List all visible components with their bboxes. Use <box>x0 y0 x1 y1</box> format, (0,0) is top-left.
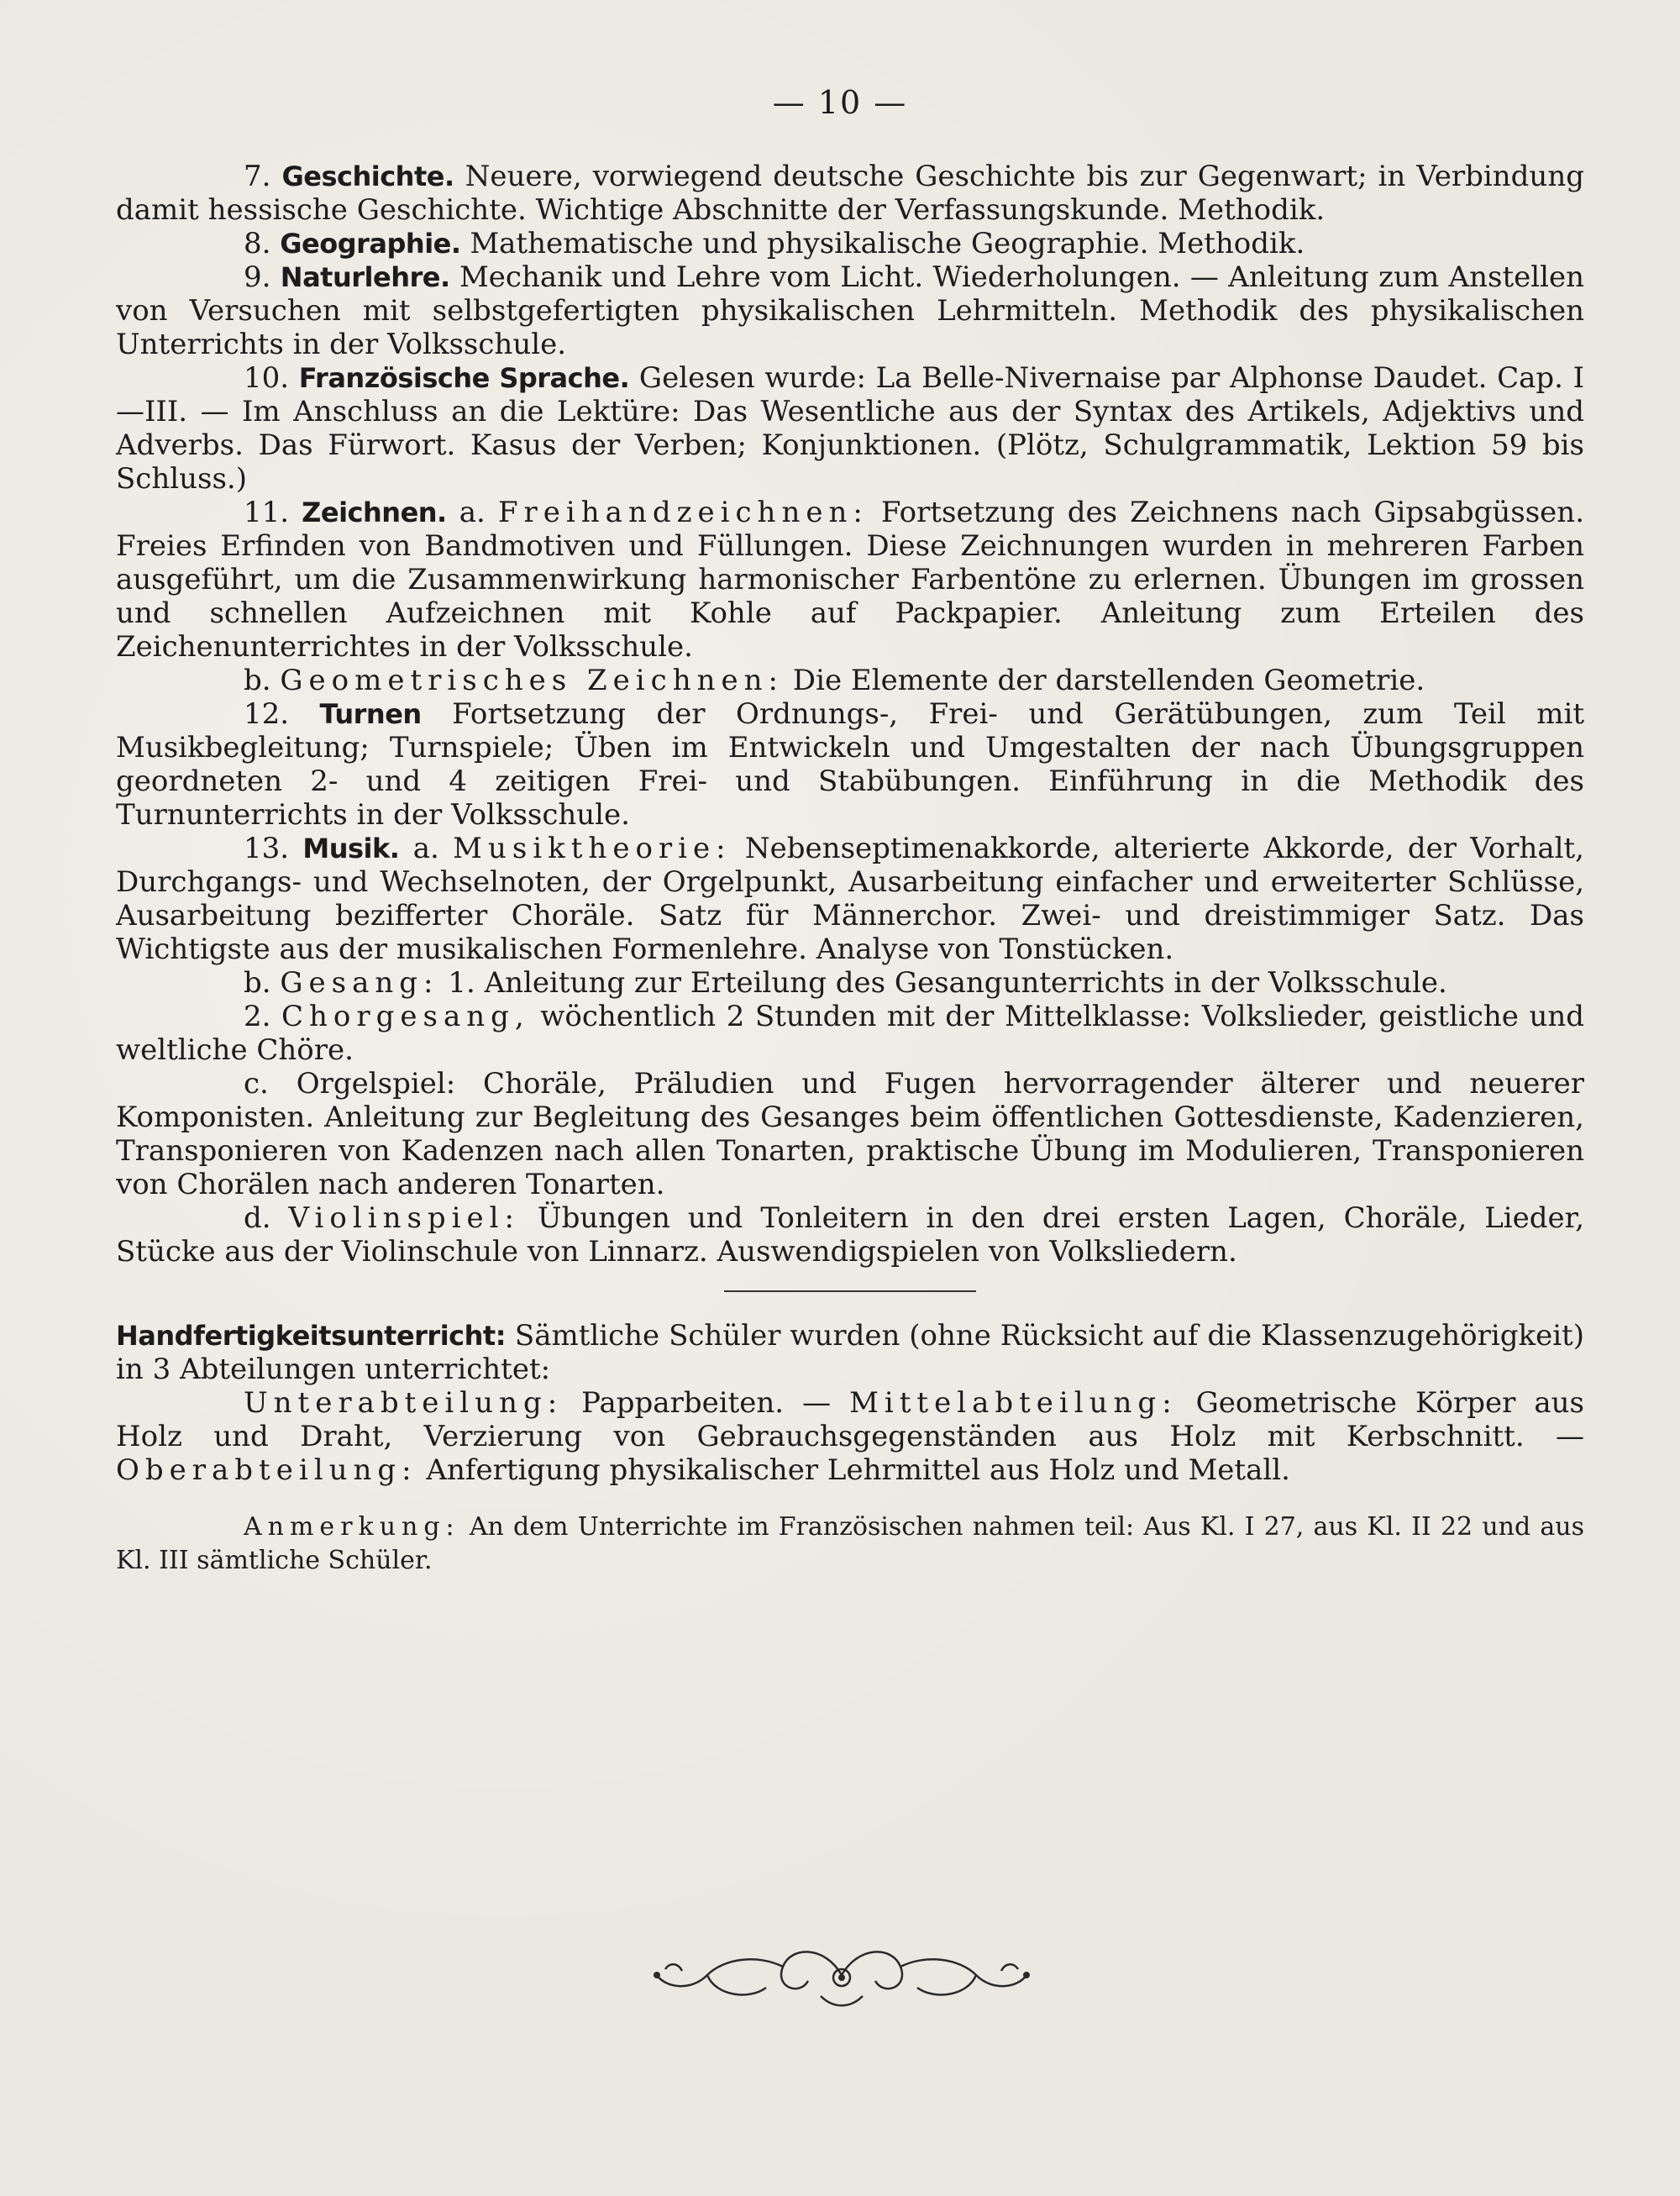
sub-text: Anfertigung physikalischer Lehrmittel aus Holz und Metall. <box>417 1453 1290 1487</box>
section-musik-d <box>116 1201 1584 1269</box>
sub-text: Nebenseptimenakkorde, alterierte Akkorde, der Vorhalt, Durchgangs- und Wechselnoten, der Orgelpunkt, Ausarbeitung einfacher und erweiterter Schlüsse, Ausarbeitung bezifferter Choräle. Satz für Männerchor. Zwei- und dreistimmiger Satz. Das Wichtigste aus der musikalischen Formenlehre. Analyse von Tonstücken. <box>116 832 1584 966</box>
sub-term: Oberabteilung: <box>116 1453 417 1487</box>
section-geschichte <box>116 160 1584 227</box>
section-heading: Musik. <box>302 833 400 864</box>
sub-text: 1. Anleitung zur Erteilung des Gesangunterrichts in der Volksschule. <box>438 966 1447 1000</box>
section-heading: Geschichte. <box>281 160 454 192</box>
section-heading: Zeichnen. <box>302 496 447 528</box>
section-geographie <box>116 227 1584 260</box>
sub-term: Musiktheorie: <box>453 832 732 865</box>
sub-text: Die Elemente der darstellenden Geometrie. <box>784 664 1425 697</box>
section-turnen <box>116 697 1584 832</box>
section-text: Gelesen wurde: La Belle-Nivernaise par Alphonse Daudet. Cap. I—III. — Im Anschluss an die Lektüre: Das Wesentliche aus der Syntax des Artikels, Adjektivs und Adverbs. Das Fürwort. Kasus der Verben; Konjunktionen. (Plötz, Schulgrammatik, Lektion 59 bis Schluss.) <box>116 361 1585 496</box>
section-number: 13. <box>244 832 290 865</box>
section-zeichnen-b <box>116 664 1584 697</box>
section-number: 7. <box>244 160 271 193</box>
sub-term: Violinspiel: <box>288 1201 520 1235</box>
sub-term: Chorgesang, <box>281 1000 530 1033</box>
sub-label: c. <box>244 1067 269 1101</box>
section-text: Mathematische und physikalische Geographie. Methodik. <box>460 227 1305 260</box>
sub-term: Gesang: <box>280 966 439 1000</box>
section-divider <box>724 1290 976 1292</box>
sub-label: b. <box>244 966 271 1000</box>
sub-term: Mittelabteilung: <box>849 1386 1178 1420</box>
sub-label: a. <box>412 832 439 865</box>
section-heading: Handfertigkeitsunterricht: <box>116 1320 507 1352</box>
section-heading: Geographie. <box>280 228 461 260</box>
section-handfertigkeit-abteilungen <box>116 1386 1584 1487</box>
section-text: Fortsetzung der Ordnungs-, Frei- und Gerätübungen, zum Teil mit Musikbegleitung; Turnspiele; Üben im Entwickeln und Umgestalten der nach Übungsgruppen geordneten 2- und 4 zeitigen Frei- und Stabübungen. Einführung in die Methodik des Turnunterrichts in der Volksschule. <box>116 697 1584 832</box>
section-number: 10. <box>244 361 290 395</box>
sub-term: Unterabteilung: <box>244 1386 564 1420</box>
note-term: Anmerkung: <box>244 1512 460 1542</box>
section-musik-c <box>116 1067 1584 1201</box>
sub-text: Übungen und Tonleitern in den drei ersten Lagen, Choräle, Lieder, Stücke aus der Violinschule von Linnarz. Auswendigspielen von Volksliedern. <box>116 1201 1584 1269</box>
sub-term: Freihandzeichnen: <box>497 496 869 529</box>
sub-term: Geometrisches Zeichnen: <box>280 664 784 697</box>
section-musik <box>116 832 1584 966</box>
sub-text: Geometrische Körper aus Holz und Draht, Verzierung von Gebrauchsgegenständen aus Holz mit Kerbschnitt. — <box>116 1386 1584 1453</box>
footnote-anmerkung <box>116 1510 1584 1578</box>
section-zeichnen <box>116 496 1584 664</box>
section-text: Neuere, vorwiegend deutsche Geschichte bis zur Gegenwart; in Verbindung damit hessische Geschichte. Wichtige Abschnitte der Verfassungskunde. Methodik. <box>116 160 1584 227</box>
page-body <box>116 160 1584 1578</box>
section-text: Sämtliche Schüler wurden (ohne Rücksicht auf die Klassenzugehörigkeit) in 3 Abteilungen unterrichtet: <box>116 1319 1584 1386</box>
section-heading: Französische Sprache. <box>298 362 630 394</box>
section-text: Mechanik und Lehre vom Licht. Wiederholungen. — Anleitung zum Anstellen von Versuchen mit selbstgefertigten physikalischen Lehrmitteln. Methodik des physikalischen Unterrichts in der Volksschule. <box>116 260 1584 361</box>
section-heading: Turnen <box>319 698 422 730</box>
section-musik-b2 <box>116 1000 1584 1067</box>
sub-text: Orgelspiel: Choräle, Präludien und Fugen hervorragender älterer und neuerer Komponisten. Anleitung zur Begleitung des Gesanges beim öffentlichen Gottesdienste, Kadenzieren, Transponieren von Kadenzen nach allen Tonarten, praktische Übung im Modulieren, Transponieren von Chorälen nach anderen Tonarten. <box>116 1067 1584 1201</box>
section-number: 8. <box>244 227 271 260</box>
sub-text: wöchentlich 2 Stunden mit der Mittelklasse: Volkslieder, geistliche und weltliche Chöre. <box>116 1000 1585 1067</box>
sub-label: b. <box>244 664 271 697</box>
section-handfertigkeit <box>116 1319 1584 1386</box>
section-number: 11. <box>244 496 290 529</box>
sub-label: d. <box>244 1201 271 1235</box>
sub-text: Fortsetzung des Zeichnens nach Gipsabgüssen. Freies Erfinden von Bandmotiven und Füllungen. Diese Zeichnungen wurden in mehreren Farben ausgeführt, um die Zusammenwirkung harmonischer Farbentöne zu erlernen. Übungen im grossen und schnellen Aufzeichnen mit Kohle auf Packpapier. Anleitung zum Erteilen des Zeichenunterrichtes in der Volksschule. <box>116 496 1585 664</box>
section-naturlehre <box>116 260 1584 361</box>
section-franzoesisch <box>116 361 1584 496</box>
section-heading: Naturlehre. <box>280 261 450 293</box>
sub-label: a. <box>459 496 486 529</box>
section-number: 12. <box>244 697 290 731</box>
page-number: — 10 — <box>772 84 908 121</box>
decorative-ornament <box>632 1937 1052 2013</box>
note-text: An dem Unterrichte im Französischen nahmen teil: Aus Kl. I 27, aus Kl. II 22 und aus Kl. III sämtliche Schüler. <box>116 1512 1584 1575</box>
sub-label: 2. <box>244 1000 271 1033</box>
section-number: 9. <box>244 260 271 294</box>
section-musik-b <box>116 966 1584 1000</box>
sub-text: Papparbeiten. — <box>563 1386 850 1420</box>
